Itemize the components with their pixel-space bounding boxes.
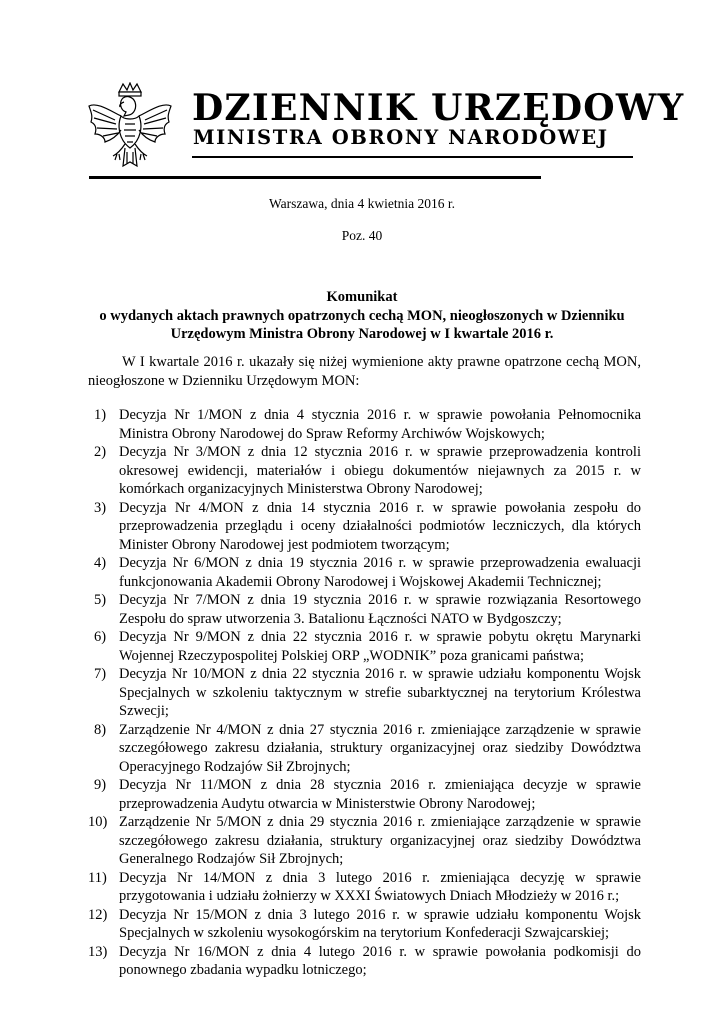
item-number: 6) (94, 629, 107, 645)
position-number: Poz. 40 (341, 228, 383, 243)
list-item (88, 665, 641, 721)
heading-line-3: Urzędowym Ministra Obrony Narodowej w I kwartale 2016 r. (170, 326, 554, 342)
heading-line-1: Komunikat (326, 289, 398, 305)
item-number: 8) (94, 721, 107, 738)
list-item (88, 406, 641, 443)
list-item (88, 443, 641, 499)
item-text: Decyzja Nr 4/MON z dnia 14 stycznia 2016 r. w sprawie powołania zespołu do przeprowadzenia przeglądu i oceny działalności podmiotów leczniczych, dla których Minister Obrony Narodowej jest podmiotem tworzącym; (119, 499, 641, 553)
item-number: 5) (94, 592, 107, 608)
journal-title: DZIENNIK URZĘDOWY (192, 87, 685, 129)
item-number: 7) (94, 666, 107, 682)
item-number: 13) (88, 943, 108, 960)
header-divider (89, 176, 541, 179)
heading-line-2: o wydanych aktach prawnych opatrzonych cechą MON, nieogłoszonych w Dzienniku (99, 307, 625, 324)
item-text: Decyzja Nr 9/MON z dnia 22 stycznia 2016 r. w sprawie pobytu okrętu Marynarki Wojennej Rzeczypospolitej Polskiej ORP „WODNIK” poza granicami państwa; (119, 629, 641, 664)
polish-eagle-icon (85, 82, 175, 178)
item-text: Decyzja Nr 6/MON z dnia 19 stycznia 2016 r. w sprawie przeprowadzenia ewaluacji funkcjonowania Akademii Obrony Narodowej i Wojskowej Akademii Technicznej; (119, 555, 641, 590)
place-date: Warszawa, dnia 4 kwietnia 2016 r. (269, 196, 455, 211)
item-text: Decyzja Nr 15/MON z dnia 3 lutego 2016 r. w sprawie udziału komponentu Wojsk Specjalnych w szkoleniu wysokogórskim na terytorium Konfederacji Szwajcarskiej; (119, 906, 641, 941)
header-rule (192, 156, 633, 158)
list-item (88, 813, 641, 869)
masthead (85, 82, 685, 194)
intro-paragraph: W I kwartale 2016 r. ukazały się niżej wymienione akty prawne opatrzone cechą MON, nieogłoszone w Dzienniku Urzędowym MON: (88, 354, 641, 389)
item-text: Decyzja Nr 1/MON z dnia 4 stycznia 2016 r. w sprawie powołania Pełnomocnika Ministra Obrony Narodowej do Spraw Reformy Archiwów Wojskowych; (119, 407, 641, 442)
list-item (88, 554, 641, 591)
item-number: 3) (94, 499, 107, 516)
list-item (88, 628, 641, 665)
item-number: 2) (94, 444, 107, 460)
list-item (88, 591, 641, 628)
item-text: Decyzja Nr 14/MON z dnia 3 lutego 2016 r. zmieniająca decyzję w sprawie przygotowania i udziału żołnierzy w XXXI Światowych Dniach Młodzieży w 2016 r.; (119, 869, 641, 904)
item-text: Decyzja Nr 10/MON z dnia 22 stycznia 2016 r. w sprawie udziału komponentu Wojsk Specjalnych w szkoleniu taktycznym w strefie subarktycznej na terytorium Królestwa Szwecji; (119, 666, 641, 719)
item-text: Zarządzenie Nr 5/MON z dnia 29 stycznia 2016 r. zmieniające zarządzenie w sprawie szczegółowego zakresu działania, struktury organizacyjnej oraz siedziby Dowództwa Generalnego Rodzajów Sił Zbrojnych; (119, 814, 641, 867)
item-number: 9) (94, 777, 107, 793)
item-text: Decyzja Nr 11/MON z dnia 28 stycznia 2016 r. zmieniająca decyzje w sprawie przeprowadzenia Audytu otwarcia w Ministerstwie Obrony Narodowej; (119, 777, 641, 812)
item-number: 12) (88, 906, 108, 923)
item-number: 4) (94, 555, 107, 571)
item-text: Decyzja Nr 16/MON z dnia 4 lutego 2016 r. w sprawie powołania podkomisji do ponownego zbadania wypadku lotniczego; (119, 943, 641, 978)
item-number: 10) (88, 814, 108, 830)
list-item (88, 943, 641, 980)
item-number: 11) (88, 869, 107, 886)
list-item (88, 906, 641, 943)
item-number: 1) (94, 407, 107, 423)
list-item (88, 721, 641, 777)
item-text: Decyzja Nr 7/MON z dnia 19 stycznia 2016 r. w sprawie rozwiązania Resortowego Zespołu do spraw utworzenia 3. Batalionu Łączności NATO w Bydgoszczy; (119, 592, 641, 627)
list-item (88, 499, 641, 555)
item-text: Zarządzenie Nr 4/MON z dnia 27 stycznia 2016 r. zmieniające zarządzenie w sprawie szczegółowego zakresu działania, struktury organizacyjnej oraz siedziby Dowództwa Operacyjnego Rodzajów Sił Zbrojnych; (119, 721, 641, 775)
document-heading (82, 288, 642, 344)
list-item (88, 869, 641, 906)
journal-subtitle: MINISTRA OBRONY NARODOWEJ (193, 126, 609, 149)
list-item (88, 776, 641, 813)
acts-list (88, 406, 641, 980)
item-text: Decyzja Nr 3/MON z dnia 12 stycznia 2016 r. w sprawie przeprowadzenia kontroli okresowej ewidencji, materiałów i obiegu dokumentów niejawnych za 2015 r. w komórkach organizacyjnych Ministerstwa Obrony Narodowej; (119, 444, 641, 497)
